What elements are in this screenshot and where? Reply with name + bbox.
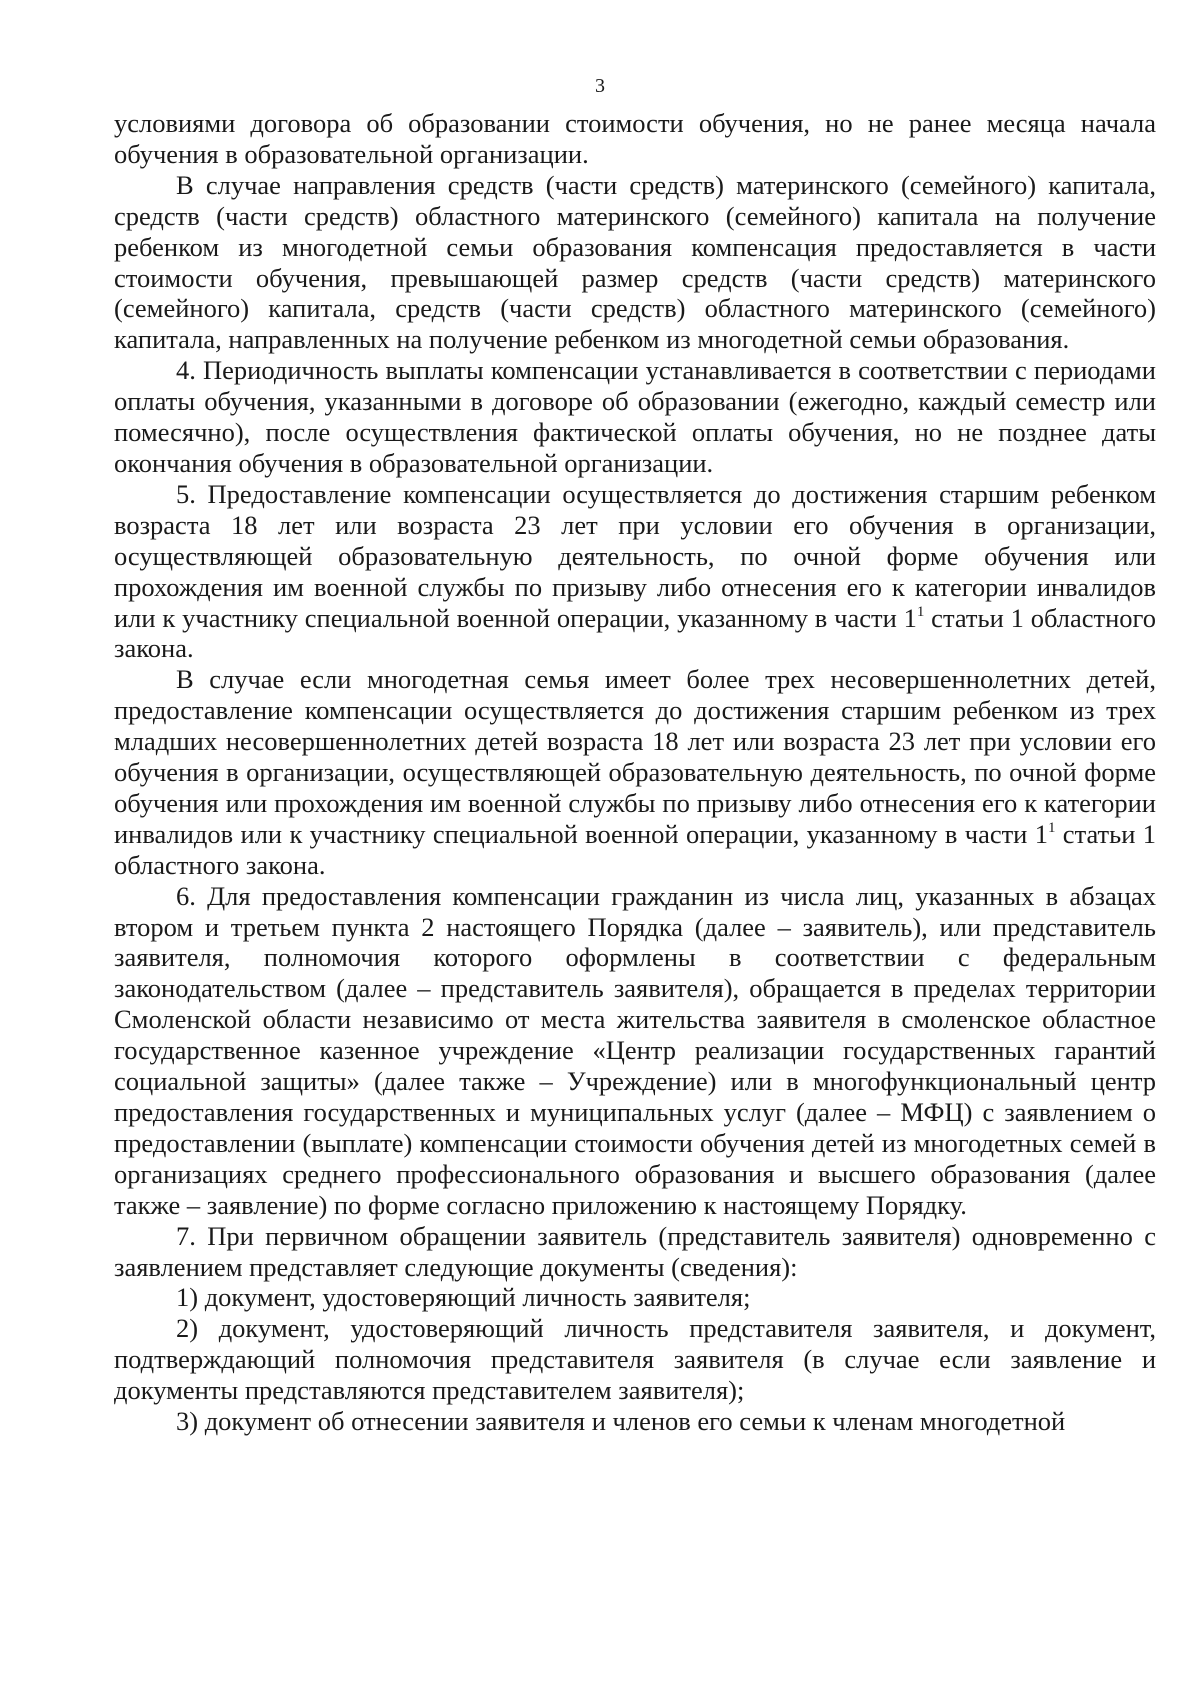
list-item-1: 1) документ, удостоверяющий личность заявителя;	[176, 1282, 751, 1313]
list-item-2: 2) документ, удостоверяющий личность представителя заявителя, и документ, подтверждающий полномочия представителя заявителя (в случае если заявление и документы представляются представителем заявителя);	[114, 1313, 1156, 1406]
list-item-3: 3) документ об отнесении заявителя и членов его семьи к членам многодетной	[176, 1406, 1066, 1437]
paragraph-maternity-capital: В случае направления средств (части средств) материнского (семейного) капитала, средств (части средств) областного материнского (семейного) капитала на получение ребенком из многодетной семьи образования компенсация предоставляется в части стоимости обучения, превышающей размер средств (части средств) материнского (семейного) капитала, средств (части средств) областного материнского (семейного) капитала, направленных на получение ребенком из многодетной семьи образования.	[114, 169, 1156, 355]
superscript: 1	[916, 603, 925, 620]
paragraph-item-5-text-end: статьи 1 областного закона.	[114, 602, 1156, 664]
paragraph-large-family-text: В случае если многодетная семья имеет более трех несовершеннолетних детей, предоставление компенсации осуществляется до достижения старшим ребенком из трех младших несовершеннолетних детей возраста 18 лет или возраста 23 лет при условии его обучения в организации, осуществляющей образовательную деятельность, по очной форме обучения или прохождения им военной службы по призыву либо отнесения его к категории инвалидов или к участнику специальной военной операции, указанному в части 1	[114, 664, 1156, 849]
paragraph-item-6: 6. Для предоставления компенсации гражданин из числа лиц, указанных в абзацах втором и третьем пункта 2 настоящего Порядка (далее – заявитель), или представитель заявителя, полномочия которого оформлены в соответствии с федеральным законодательством (далее – представитель заявителя), обращается в пределах территории Смоленской области независимо от места жительства заявителя в смоленское областное государственное казенное учреждение «Центр реализации государственных гарантий социальной защиты» (далее также – Учреждение) или в многофункциональный центр предоставления государственных и муниципальных услуг (далее – МФЦ) с заявлением о предоставлении (выплате) компенсации стоимости обучения детей из многодетных семей в организациях среднего профессионального образования и высшего образования (далее также – заявление) по форме согласно приложению к настоящему Порядку.	[114, 880, 1156, 1220]
superscript: 1	[1047, 819, 1056, 836]
paragraph-large-family-text-end: статьи 1 областного закона.	[114, 818, 1156, 880]
paragraph-item-4: 4. Периодичность выплаты компенсации устанавливается в соответствии с периодами оплаты обучения, указанными в договоре об образовании (ежегодно, каждый семестр или помесячно), после осуществления фактической оплаты обучения, но не позднее даты окончания обучения в образовательной организации.	[114, 355, 1156, 478]
paragraph-item-5-text: 5. Предоставление компенсации осуществляется до достижения старшим ребенком возраста 18 лет или возраста 23 лет при условии его обучения в организации, осуществляющей образовательную деятельность, по очной форме обучения или прохождения им военной службы по призыву либо отнесения его к категории инвалидов или к участнику специальной военной операции, указанному в части 1	[114, 478, 1156, 633]
paragraph-large-family	[114, 664, 1156, 880]
paragraph-continuation: условиями договора об образовании стоимости обучения, но не ранее месяца начала обучения в образовательной организации.	[114, 108, 1156, 169]
page-number: 3	[595, 75, 605, 97]
paragraph-item-7: 7. При первичном обращении заявитель (представитель заявителя) одновременно с заявлением представляет следующие документы (сведения):	[114, 1220, 1156, 1282]
document-body	[114, 108, 1156, 1437]
paragraph-item-5	[114, 479, 1156, 664]
